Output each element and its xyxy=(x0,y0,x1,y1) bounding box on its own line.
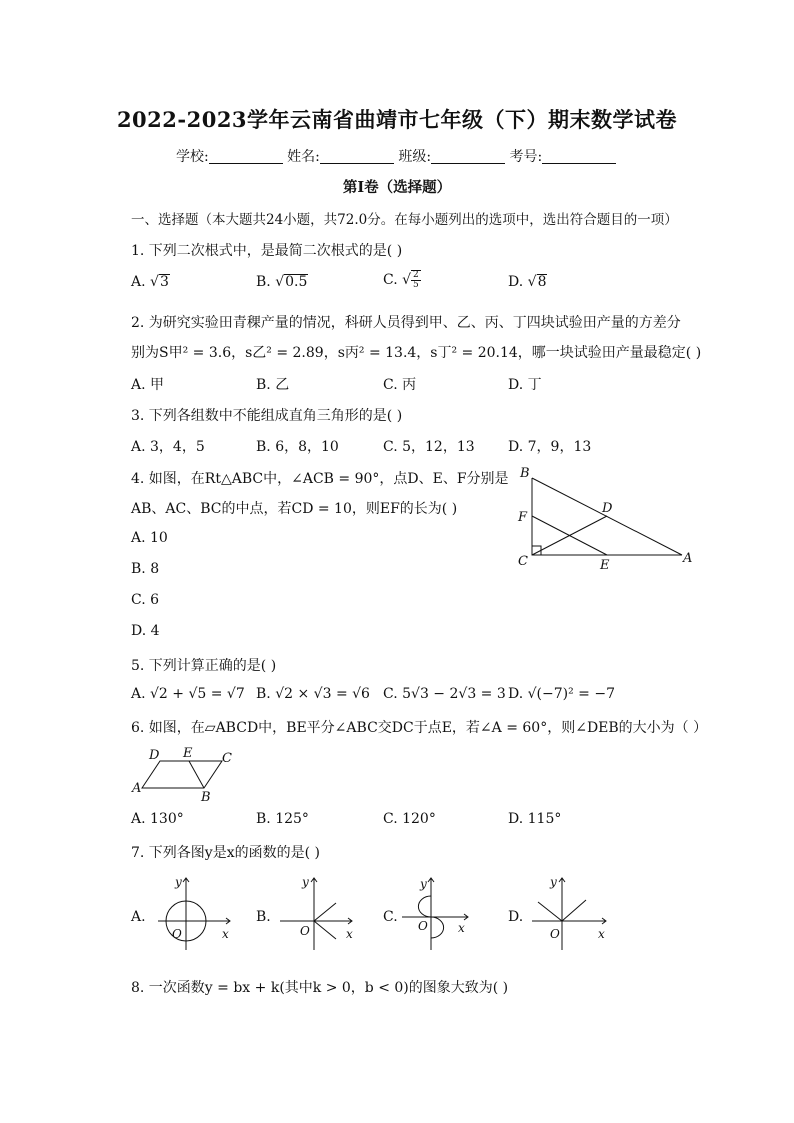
svg-text:y: y xyxy=(420,877,427,891)
label-a: A xyxy=(683,551,693,566)
q3-option-a[interactable]: A. 3，4，5 xyxy=(131,439,205,455)
q7-graph-b[interactable] xyxy=(274,872,364,952)
q3-option-d[interactable]: D. 7，9，13 xyxy=(508,439,592,455)
exam-title: 2022-2023学年云南省曲靖市七年级（下）期末数学试卷 xyxy=(116,107,678,132)
q7-graph-a[interactable] xyxy=(150,872,240,952)
svg-text:x: x xyxy=(598,927,605,941)
question-6-stem: 6. 如图，在▱ABCD中，BE平分∠ABC交DC于点E，若∠A = 60°，则∠DEB的大小为（ ） xyxy=(131,720,708,736)
q5-option-b[interactable]: B. √2 × √3 = √6 xyxy=(256,686,370,702)
parallelogram-abcd xyxy=(142,761,222,788)
question-4-stem-line1: 4. 如图，在Rt△ABC中，∠ACB = 90°，点D、E、F分别是 xyxy=(131,471,509,487)
q2-option-d[interactable]: D. 丁 xyxy=(508,377,542,393)
q4-triangle-figure xyxy=(510,462,700,574)
label-e: E xyxy=(183,746,193,761)
q7-option-a-label[interactable]: A. xyxy=(131,909,146,925)
q7-option-d-label[interactable]: D. xyxy=(508,909,524,925)
svg-text:O: O xyxy=(418,919,428,933)
q2-option-c[interactable]: C. 丙 xyxy=(383,377,417,393)
q7-option-b-label[interactable]: B. xyxy=(256,909,271,925)
label-c: C xyxy=(222,751,232,766)
q3-option-b[interactable]: B. 6，8，10 xyxy=(256,439,339,455)
class-label: 班级: xyxy=(398,149,432,165)
label-d: D xyxy=(602,501,613,516)
class-blank[interactable] xyxy=(431,149,505,164)
q6-parallelogram-figure xyxy=(130,741,240,801)
segment-be xyxy=(189,761,204,788)
question-3-stem: 3. 下列各组数中不能组成直角三角形的是( ) xyxy=(131,408,403,424)
svg-text:O: O xyxy=(172,927,182,941)
left-arc xyxy=(418,896,431,917)
label-c: C xyxy=(518,554,528,569)
q4-option-a[interactable]: A. 10 xyxy=(131,530,168,546)
label-e: E xyxy=(600,558,610,573)
svg-text:O: O xyxy=(550,927,560,941)
q4-option-c[interactable]: C. 6 xyxy=(131,592,160,608)
q5-option-c[interactable]: C. 5√3 − 2√3 = 3 xyxy=(383,686,506,702)
q7-option-c-label[interactable]: C. xyxy=(383,909,398,925)
question-2-stem-line1: 2. 为研究实验田青稞产量的情况，科研人员得到甲、乙、丙、丁四块试验田产量的方差分 xyxy=(131,315,681,331)
question-7-stem: 7. 下列各图y是x的函数的是( ) xyxy=(131,845,320,861)
q1-option-b[interactable]: B. √0.5 xyxy=(256,274,308,290)
q1-option-d[interactable]: D. √8 xyxy=(508,274,547,290)
section-title: 第Ⅰ卷（选择题） xyxy=(342,179,452,196)
question-1-stem: 1. 下列二次根式中，是最简二次根式的是( ) xyxy=(131,243,403,259)
q2-option-a[interactable]: A. 甲 xyxy=(131,377,165,393)
name-label: 姓名: xyxy=(287,149,320,165)
q5-option-a[interactable]: A. √2 + √5 = √7 xyxy=(131,686,245,702)
q6-option-c[interactable]: C. 120° xyxy=(383,811,436,827)
number-label: 考号: xyxy=(509,149,543,165)
svg-text:O: O xyxy=(300,924,310,938)
q4-option-d[interactable]: D. 4 xyxy=(131,623,160,639)
svg-text:x: x xyxy=(346,927,353,941)
q4-option-b[interactable]: B. 8 xyxy=(131,561,160,577)
svg-text:x: x xyxy=(458,921,465,935)
question-8-stem: 8. 一次函数y = bx + k(其中k > 0，b < 0)的图象大致为( ) xyxy=(131,980,509,996)
svg-text:y: y xyxy=(302,875,309,889)
q1-option-c[interactable]: C. √ $\frac{2}{5}$ xyxy=(383,270,419,290)
school-label: 学校: xyxy=(176,149,209,165)
label-d: D xyxy=(149,748,160,763)
q6-option-d[interactable]: D. 115° xyxy=(508,811,562,827)
question-5-stem: 5. 下列计算正确的是( ) xyxy=(131,658,277,674)
student-info-line xyxy=(176,146,616,166)
number-blank[interactable] xyxy=(542,149,616,164)
q6-option-a[interactable]: A. 130° xyxy=(131,811,184,827)
q5-option-d[interactable]: D. √(−7)² = −7 xyxy=(508,686,616,702)
right-arc xyxy=(431,917,444,938)
label-b: B xyxy=(201,790,211,801)
q2-option-b[interactable]: B. 乙 xyxy=(256,377,290,393)
q1-option-a[interactable]: A. √3 xyxy=(131,274,169,290)
name-blank[interactable] xyxy=(320,149,394,164)
q3-option-c[interactable]: C. 5，12，13 xyxy=(383,439,475,455)
svg-text:x: x xyxy=(222,927,229,941)
label-f: F xyxy=(518,510,528,525)
section-instructions: 一、选择题（本大题共24小题，共72.0分。在每小题列出的选项中，选出符合题目的一项） xyxy=(131,212,678,228)
question-2-stem-line2: 别为S甲² = 3.6，s乙² = 2.89，s丙² = 13.4，s丁² = 20.14，哪一块试验田产量最稳定( ) xyxy=(131,345,702,361)
label-b: B xyxy=(520,466,530,481)
school-blank[interactable] xyxy=(209,149,283,164)
q6-option-b[interactable]: B. 125° xyxy=(256,811,309,827)
label-a: A xyxy=(132,781,142,796)
q7-graph-d[interactable] xyxy=(528,872,618,952)
svg-text:y: y xyxy=(175,875,182,889)
question-4-stem-line2: AB、AC、BC的中点，若CD = 10，则EF的长为( ) xyxy=(131,501,458,517)
q7-graph-c[interactable] xyxy=(398,872,478,952)
svg-text:y: y xyxy=(550,875,557,889)
